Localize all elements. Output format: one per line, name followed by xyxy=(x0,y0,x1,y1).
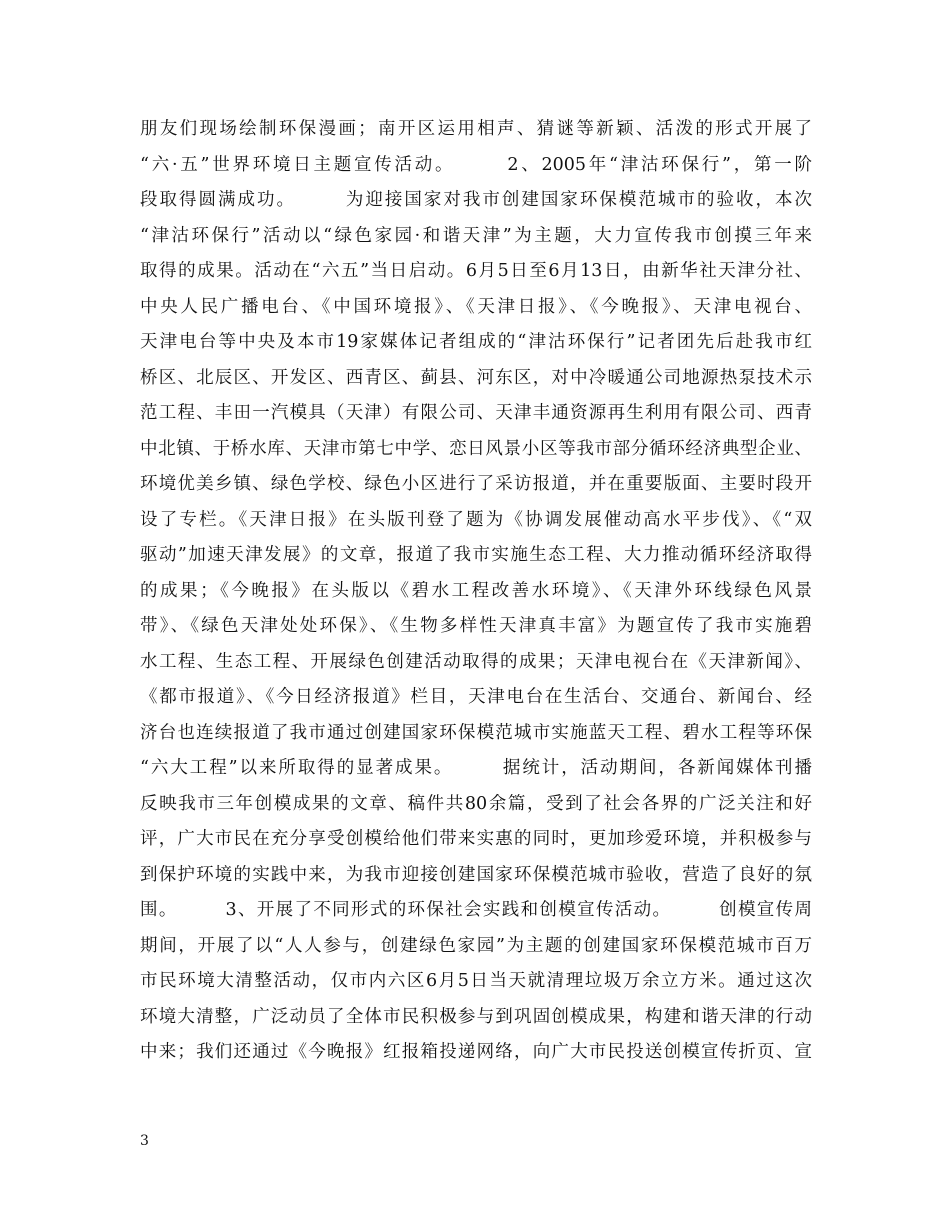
text-line: 环境优美乡镇、绿色学校、绿色小区进行了采访报道，并在重要版面、主要时段开 xyxy=(140,474,812,494)
text-line: 设了专栏。《天津日报》在头版刊登了题为《协调发展催动高水平步伐》、《“双 xyxy=(140,509,812,530)
text-line: 朋友们现场绘制环保漫画；南开区运用相声、猜谜等新颖、活泼的形式开展了 xyxy=(140,119,812,139)
text-line: 天津电台等中央及本市19家媒体记者组成的“津沽环保行”记者团先后赴我市红 xyxy=(140,332,812,352)
text-line: 期间，开展了以“人人参与，创建绿色家园”为主题的创建国家环保模范城市百万 xyxy=(140,935,812,956)
text-line: 水工程、生态工程、开展绿色创建活动取得的成果；天津电视台在《天津新闻》、 xyxy=(140,651,812,672)
text-line: 市民环境大清整活动，仅市内六区6月5日当天就清理垃圾万余立方米。通过这次 xyxy=(140,971,812,991)
text-line: 桥区、北辰区、开发区、西青区、蓟县、河东区，对中冷暖通公司地源热泵技术示 xyxy=(140,367,812,388)
text-line: 环境大清整，广泛动员了全体市民积极参与到巩固创模成果，构建和谐天津的行动 xyxy=(140,1006,812,1027)
text-line: 的成果；《今晚报》在头版以《碧水工程改善水环境》、《天津外环线绿色风景 xyxy=(140,580,812,601)
text-line: 中北镇、于桥水库、天津市第七中学、恋日风景小区等我市部分循环经济典型企业、 xyxy=(140,438,812,459)
text-line: 带》、《绿色天津处处环保》、《生物多样性天津真丰富》为题宣传了我市实施碧 xyxy=(140,616,812,636)
text-line: 围。 3、开展了不同形式的环保社会实践和创模宣传活动。 创模宣传周 xyxy=(140,900,812,920)
text-line: 取得的成果。活动在“六五”当日启动。6月5日至6月13日，由新华社天津分社、 xyxy=(140,261,812,281)
text-line: 中来；我们还通过《今晚报》红报箱投递网络，向广大市民投送创模宣传折页、宣 xyxy=(140,1042,812,1062)
text-line: 评，广大市民在充分享受创模给他们带来实惠的同时，更加珍爱环境，并积极参与 xyxy=(140,829,812,849)
text-line: 济台也连续报道了我市通过创建国家环保模范城市实施蓝天工程、碧水工程等环保 xyxy=(140,722,812,743)
text-line: 段取得圆满成功。 为迎接国家对我市创建国家环保模范城市的验收，本次 xyxy=(140,190,812,210)
text-line: 中央人民广播电台、《中国环境报》、《天津日报》、《今晚报》、天津电视台、 xyxy=(140,296,812,317)
text-line: 范工程、丰田一汽模具（天津）有限公司、天津丰通资源再生利用有限公司、西青 xyxy=(140,403,812,423)
text-line: 驱动”加速天津发展》的文章，报道了我市实施生态工程、大力推动循环经济取得 xyxy=(140,545,812,565)
text-line: “六·五”世界环境日主题宣传活动。 2、2005年“津沽环保行”，第一阶 xyxy=(140,154,812,175)
body-text xyxy=(140,112,812,1071)
text-line: “六大工程”以来所取得的显著成果。 据统计，活动期间，各新闻媒体刊播 xyxy=(140,758,812,778)
text-line: 反映我市三年创模成果的文章、稿件共80余篇，受到了社会各界的广泛关注和好 xyxy=(140,793,812,814)
text-line: “津沽环保行”活动以“绿色家园·和谐天津”为主题，大力宣传我市创摸三年来 xyxy=(140,225,812,246)
text-line: 《都市报道》、《今日经济报道》栏目，天津电台在生活台、交通台、新闻台、经 xyxy=(140,687,812,707)
text-line: 到保护环境的实践中来，为我市迎接创建国家环保模范城市验收，营造了良好的氛 xyxy=(140,864,812,885)
page-number: 3 xyxy=(140,1133,149,1149)
